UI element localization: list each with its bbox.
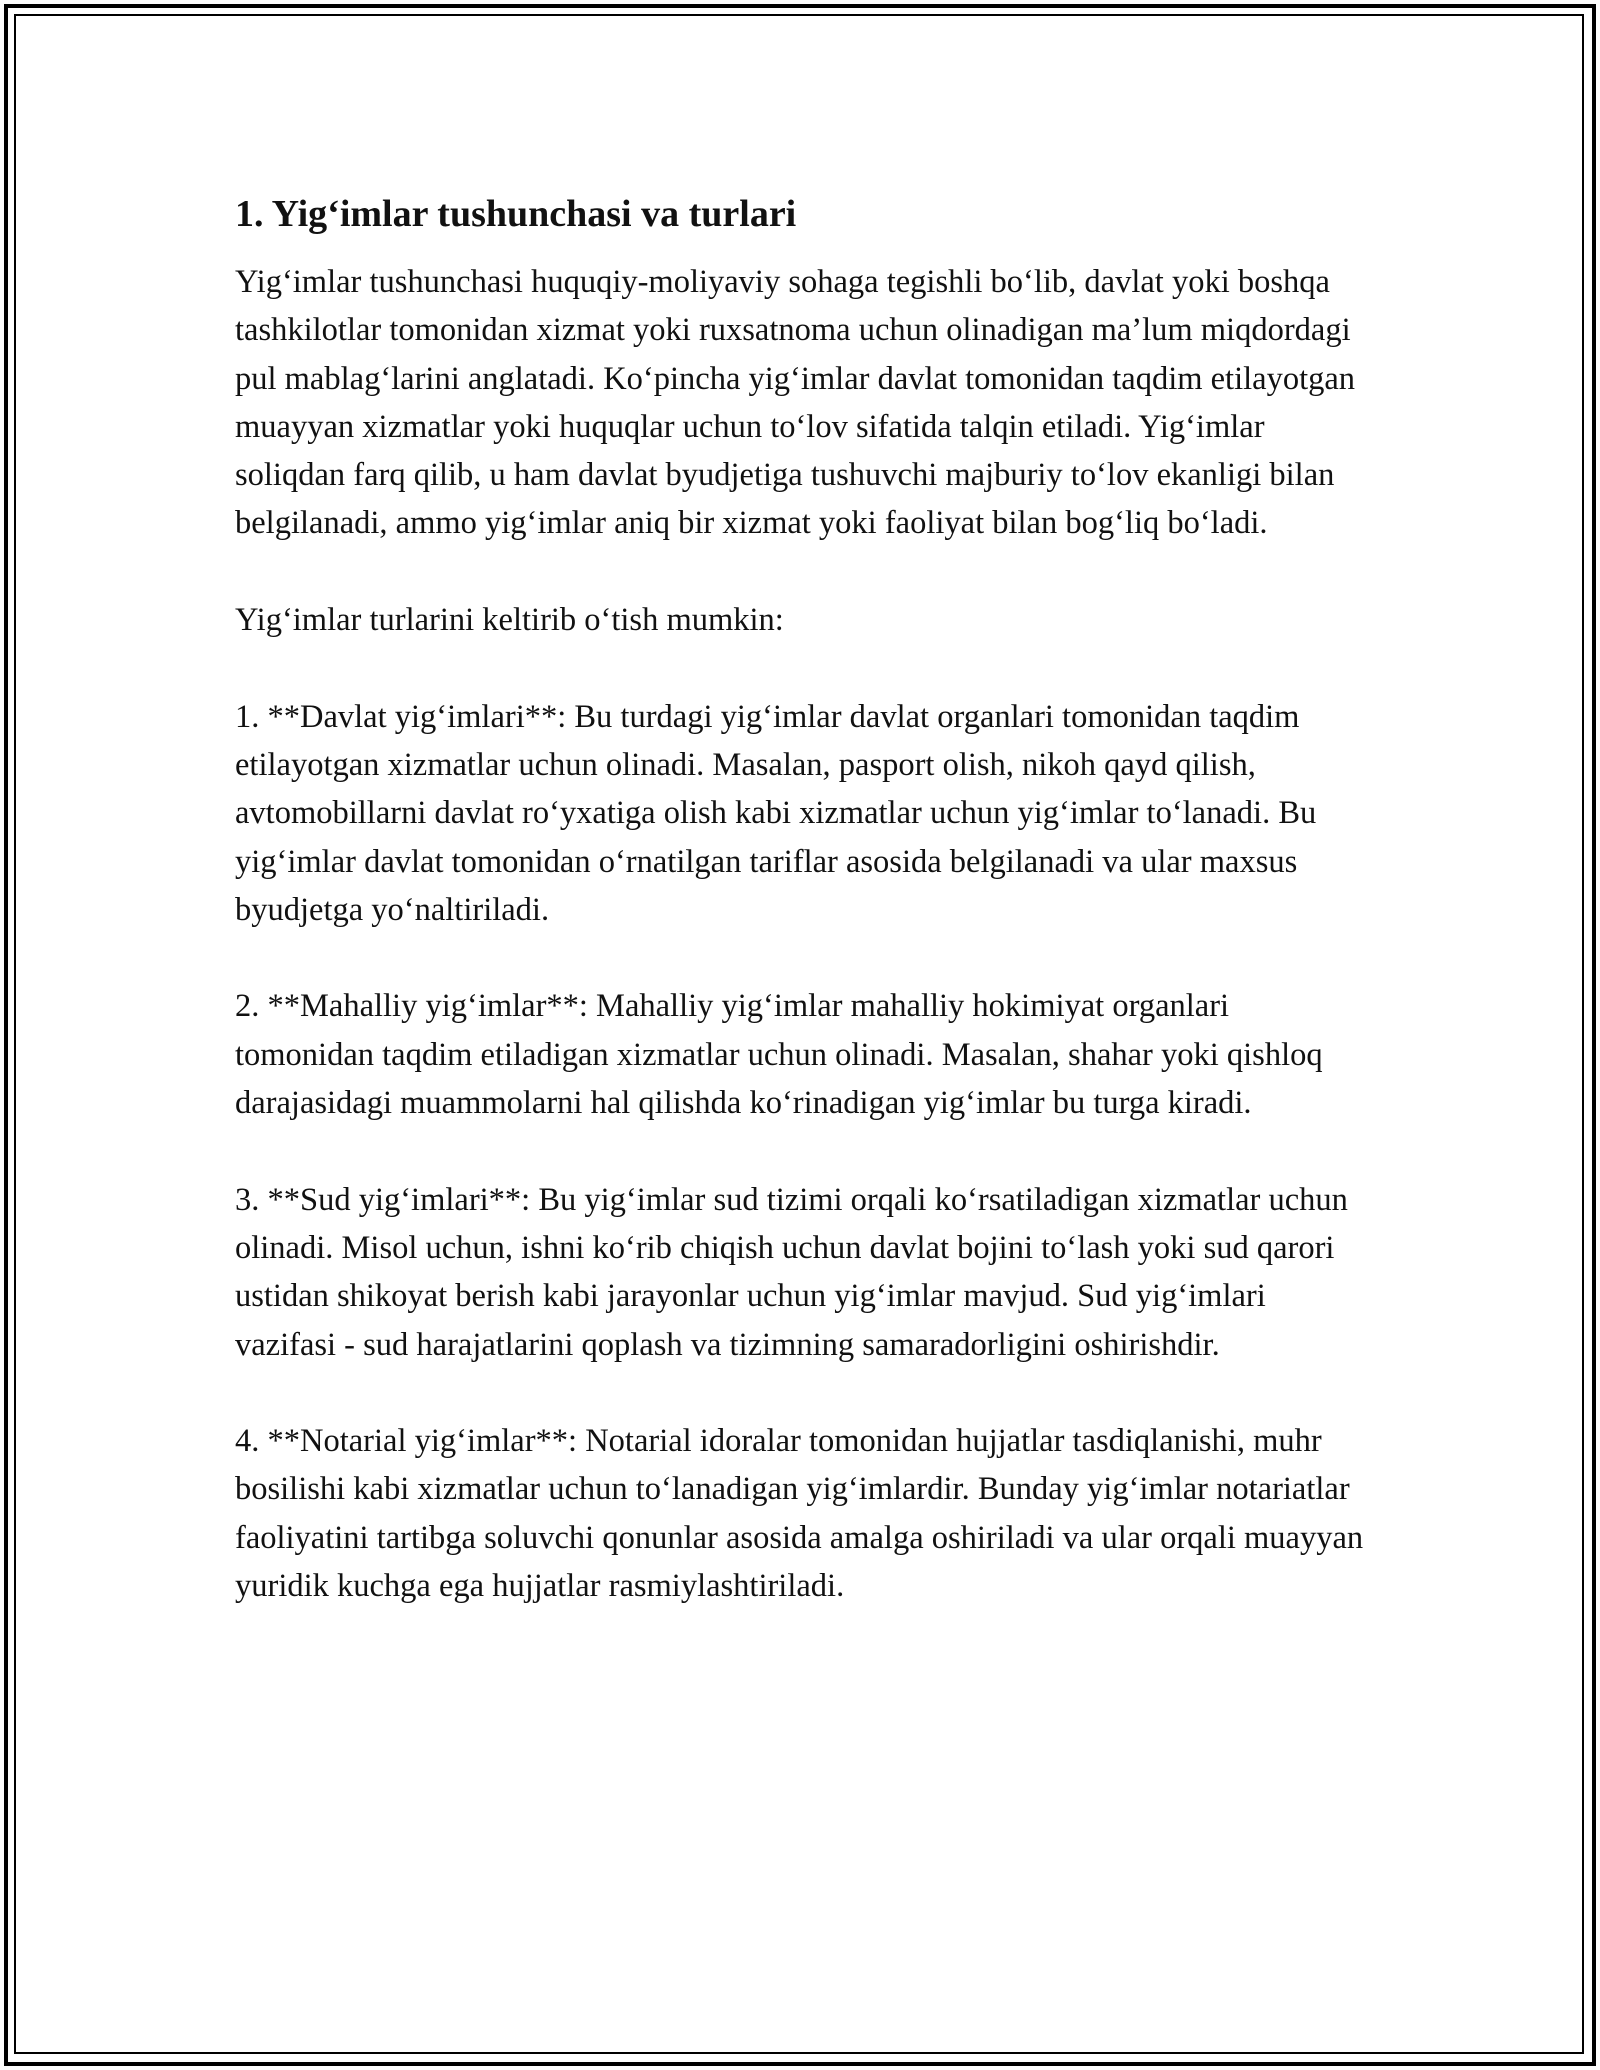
list-item-state-fees: 1. **Davlat yig‘imlari**: Bu turdagi yig‘imlar davlat organlari tomonidan taqdim etilayotgan xizmatlar uchun olinadi. Masalan, pasport olish, nikoh qayd qilish, avtomobillarni davlat ro‘yxatiga olish kabi xizmatlar uchun yig‘imlar to‘lanadi. Bu yig‘imlar davlat tomonidan o‘rnatilgan tariflar asosida belgilanadi va ular maxsus byudjetga yo‘naltiriladi.: [235, 698, 1317, 928]
list-item-notarial-fees: 4. **Notarial yig‘imlar**: Notarial idoralar tomonidan hujjatlar tasdiqlanishi, muhr bosilishi kabi xizmatlar uchun to‘lanadigan yig‘imlardir. Bunday yig‘imlar notariatlar faoliyatini tartibga soluvchi qonunlar asosida amalga oshiriladi va ular orqali muayyan yuridik kuchga ega hujjatlar rasmiylashtiriladi.: [235, 1423, 1364, 1605]
types-lead-paragraph: Yig‘imlar turlarini keltirib o‘tish mumkin:: [235, 602, 784, 639]
list-item-local-fees: 2. **Mahalliy yig‘imlar**: Mahalliy yig‘imlar mahalliy hokimiyat organlari tomonidan taqdim etiladigan xizmatlar uchun olinadi. Masalan, shahar yoki qishloq darajasidagi muammolarni hal qilishda ko‘rinadigan yig‘imlar bu turga kiradi.: [235, 988, 1323, 1122]
document-body: [235, 190, 1370, 1659]
section-heading: 1. Yig‘imlar tushunchasi va turlari: [235, 193, 797, 235]
list-item-court-fees: 3. **Sud yig‘imlari**: Bu yig‘imlar sud tizimi orqali ko‘rsatiladigan xizmatlar uchun olinadi. Misol uchun, ishni ko‘rib chiqish uchun davlat bojini to‘lash yoki sud qarori ustidan shikoyat berish kabi jarayonlar uchun yig‘imlar mavjud. Sud yig‘imlari vazifasi - sud harajatlarini qoplash va tizimning samaradorligini oshirishdir.: [235, 1181, 1348, 1363]
intro-paragraph: Yig‘imlar tushunchasi huquqiy-moliyaviy sohaga tegishli bo‘lib, davlat yoki boshqa tashkilotlar tomonidan xizmat yoki ruxsatnoma uchun olinadigan ma’lum miqdordagi pul mablag‘larini anglatadi. Ko‘pincha yig‘imlar davlat tomonidan taqdim etilayotgan muayyan xizmatlar yoki huquqlar uchun to‘lov sifatida talqin etiladi. Yig‘imlar soliqdan farq qilib, u ham davlat byudjetiga tushuvchi majburiy to‘lov ekanligi bilan belgilanadi, ammo yig‘imlar aniq bir xizmat yoki faoliyat bilan bog‘liq bo‘ladi.: [235, 264, 1356, 542]
